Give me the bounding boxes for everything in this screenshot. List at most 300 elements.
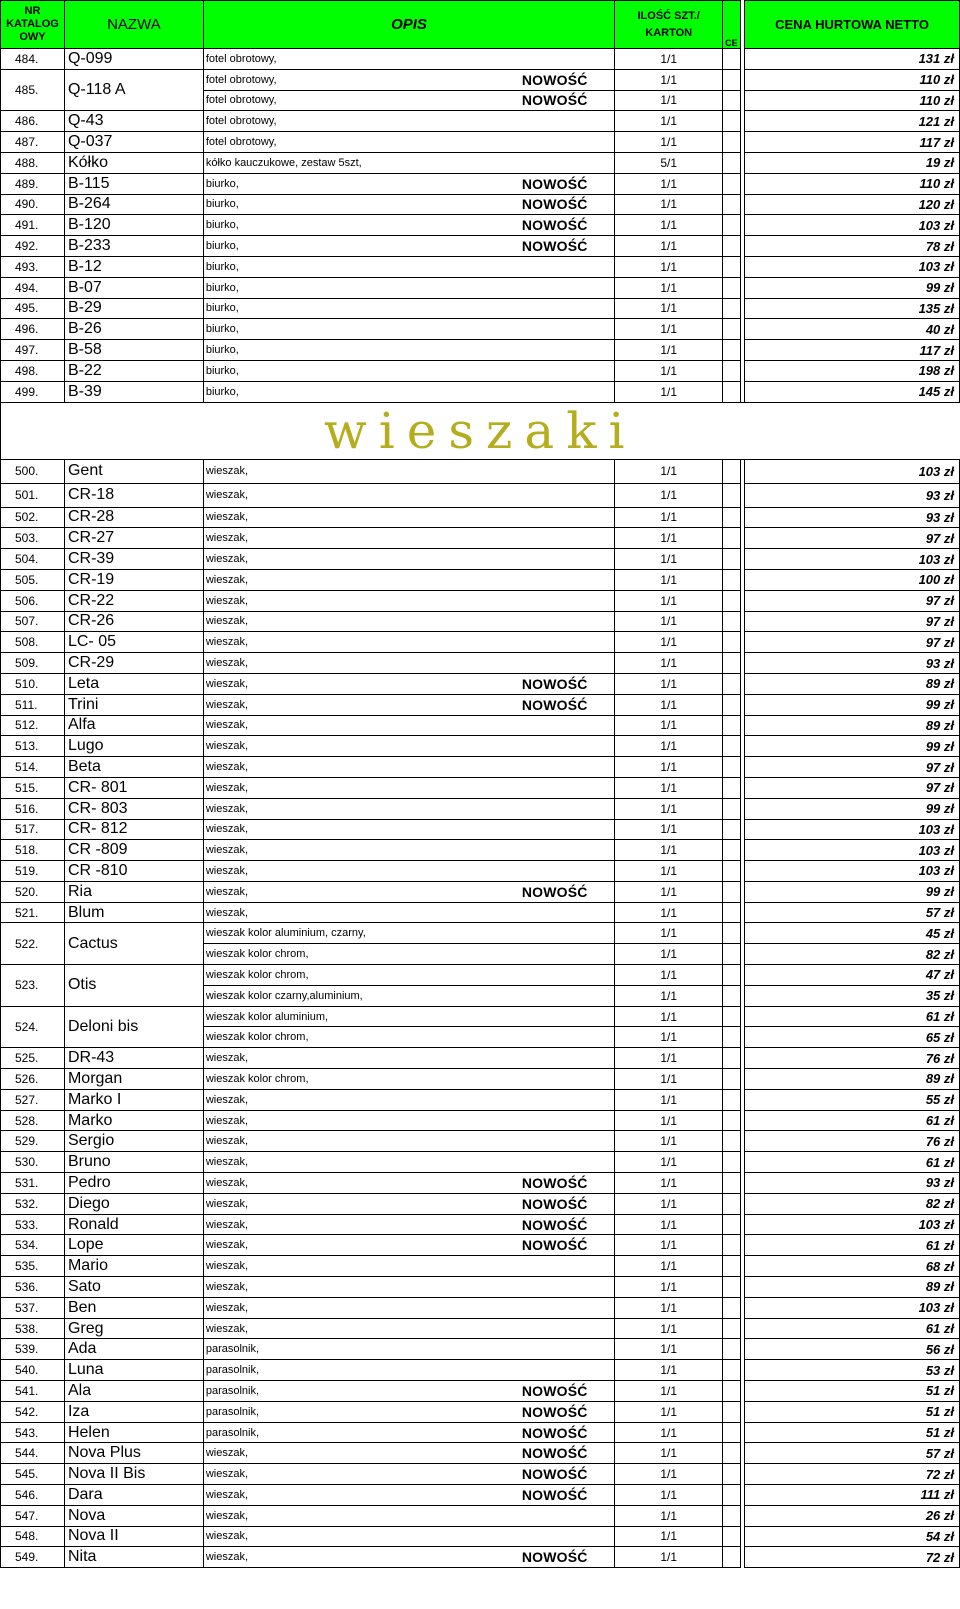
catalog-number: 494. [1, 277, 65, 298]
catalog-number: 510. [1, 673, 65, 694]
catalog-number: 542. [1, 1401, 65, 1422]
product-name: CR-19 [64, 569, 203, 590]
catalog-number: 512. [1, 715, 65, 736]
wholesale-price: 103 zł [745, 819, 960, 840]
description-text: wieszak, [205, 1052, 249, 1065]
units-per-carton: 1/1 [615, 1381, 723, 1402]
description-text: wieszak, [205, 657, 249, 670]
units-per-carton: 1/1 [615, 902, 723, 923]
product-description [203, 549, 614, 570]
table-row [1, 923, 960, 944]
product-name: Mario [64, 1256, 203, 1277]
wholesale-price: 97 zł [745, 777, 960, 798]
product-name: Nova II [64, 1526, 203, 1547]
ce-mark [723, 1235, 741, 1256]
ce-mark [723, 611, 741, 632]
table-row [1, 569, 960, 590]
catalog-number: 503. [1, 528, 65, 549]
table-row [1, 360, 960, 381]
catalog-number: 519. [1, 861, 65, 882]
product-name: Lope [64, 1235, 203, 1256]
ce-mark [723, 236, 741, 257]
table-row [1, 1526, 960, 1547]
wholesale-price: 110 zł [745, 173, 960, 194]
description-text: wieszak, [205, 1135, 249, 1148]
catalog-number: 543. [1, 1422, 65, 1443]
product-name: CR- 803 [64, 798, 203, 819]
ce-mark [723, 673, 741, 694]
units-per-carton: 5/1 [615, 152, 723, 173]
table-row [1, 611, 960, 632]
wholesale-price: 89 zł [745, 673, 960, 694]
wholesale-price: 55 zł [745, 1089, 960, 1110]
catalog-number: 493. [1, 256, 65, 277]
product-name: CR- 812 [64, 819, 203, 840]
wholesale-price: 145 zł [745, 381, 960, 402]
ce-mark [723, 1089, 741, 1110]
table-row [1, 152, 960, 173]
wholesale-price: 97 zł [745, 632, 960, 653]
product-name: Deloni bis [64, 1006, 203, 1048]
units-per-carton: 1/1 [615, 1360, 723, 1381]
wholesale-price: 99 zł [745, 694, 960, 715]
catalog-number: 498. [1, 360, 65, 381]
product-description [203, 152, 614, 173]
wholesale-price: 99 zł [745, 798, 960, 819]
ce-mark [723, 1360, 741, 1381]
product-description [203, 381, 614, 402]
ce-mark [723, 632, 741, 653]
catalog-number: 545. [1, 1464, 65, 1485]
product-name: Ronald [64, 1214, 203, 1235]
description-text: biurko, [205, 323, 239, 336]
wholesale-price: 72 zł [745, 1464, 960, 1485]
table-row [1, 111, 960, 132]
units-per-carton: 1/1 [615, 1027, 723, 1048]
catalog-number: 533. [1, 1214, 65, 1235]
ce-mark [723, 944, 741, 965]
description-text: biurko, [205, 344, 239, 357]
product-description [203, 1069, 614, 1090]
units-per-carton: 1/1 [615, 1152, 723, 1173]
new-badge: NOWOŚĆ [521, 92, 588, 109]
table-row [1, 1235, 960, 1256]
units-per-carton: 1/1 [615, 757, 723, 778]
ce-mark [723, 1027, 741, 1048]
catalog-number: 501. [1, 483, 65, 507]
product-name: B-115 [64, 173, 203, 194]
catalog-number: 540. [1, 1360, 65, 1381]
wholesale-price: 40 zł [745, 319, 960, 340]
product-description [203, 632, 614, 653]
units-per-carton: 1/1 [615, 111, 723, 132]
table-row [1, 1256, 960, 1277]
product-name: CR-27 [64, 528, 203, 549]
units-per-carton: 1/1 [615, 1256, 723, 1277]
description-text: wieszak, [205, 532, 249, 545]
description-text: wieszak, [205, 802, 249, 815]
wholesale-price: 53 zł [745, 1360, 960, 1381]
new-badge: NOWOŚĆ [521, 1195, 588, 1212]
product-description [203, 1006, 614, 1027]
description-text: wieszak kolor czarny,aluminium, [205, 989, 363, 1002]
product-name: CR-39 [64, 549, 203, 570]
catalog-number: 506. [1, 590, 65, 611]
product-description [203, 590, 614, 611]
catalog-number: 522. [1, 923, 65, 965]
table-row [1, 298, 960, 319]
table-row [1, 340, 960, 361]
product-description [203, 861, 614, 882]
description-text: wieszak kolor chrom, [205, 1072, 309, 1085]
product-description [203, 132, 614, 153]
table-row [1, 694, 960, 715]
product-description [203, 611, 614, 632]
catalog-number: 509. [1, 653, 65, 674]
catalog-number: 541. [1, 1381, 65, 1402]
wholesale-price: 103 zł [745, 861, 960, 882]
wholesale-price: 110 zł [745, 69, 960, 90]
product-description [203, 1360, 614, 1381]
new-badge: NOWOŚĆ [521, 1445, 588, 1462]
units-per-carton: 1/1 [615, 319, 723, 340]
wholesale-price: 61 zł [745, 1110, 960, 1131]
catalog-number: 511. [1, 694, 65, 715]
units-per-carton: 1/1 [615, 49, 723, 70]
table-row [1, 1048, 960, 1069]
product-name: Nova II Bis [64, 1464, 203, 1485]
description-text: parasolnik, [205, 1426, 260, 1439]
table-row [1, 1193, 960, 1214]
units-per-carton: 1/1 [615, 985, 723, 1006]
product-description [203, 1297, 614, 1318]
product-name: Leta [64, 673, 203, 694]
new-badge: NOWOŚĆ [521, 196, 588, 213]
description-text: wieszak kolor chrom, [205, 1031, 309, 1044]
product-name: Gent [64, 459, 203, 483]
description-text: wieszak, [205, 864, 249, 877]
catalog-number: 531. [1, 1173, 65, 1194]
ce-mark [723, 1381, 741, 1402]
units-per-carton: 1/1 [615, 483, 723, 507]
table-row [1, 1547, 960, 1568]
product-name: Sergio [64, 1131, 203, 1152]
description-text: wieszak, [205, 1551, 249, 1564]
ce-mark [723, 1152, 741, 1173]
product-description [203, 194, 614, 215]
units-per-carton: 1/1 [615, 90, 723, 111]
product-description [203, 1110, 614, 1131]
product-description [203, 1505, 614, 1526]
wholesale-price: 103 zł [745, 1214, 960, 1235]
ce-mark [723, 1131, 741, 1152]
new-badge: NOWOŚĆ [521, 675, 588, 692]
catalog-number: 544. [1, 1443, 65, 1464]
product-description [203, 569, 614, 590]
wholesale-price: 56 zł [745, 1339, 960, 1360]
new-badge: NOWOŚĆ [521, 883, 588, 900]
new-badge: NOWOŚĆ [521, 1424, 588, 1441]
product-description [203, 673, 614, 694]
wholesale-price: 103 zł [745, 215, 960, 236]
units-per-carton: 1/1 [615, 507, 723, 528]
product-description [203, 944, 614, 965]
units-per-carton: 1/1 [615, 528, 723, 549]
ce-mark [723, 173, 741, 194]
product-description [203, 1422, 614, 1443]
ce-mark [723, 902, 741, 923]
units-per-carton: 1/1 [615, 459, 723, 483]
product-description [203, 298, 614, 319]
ce-mark [723, 881, 741, 902]
description-text: biurko, [205, 219, 239, 232]
product-name: Ben [64, 1297, 203, 1318]
units-per-carton: 1/1 [615, 236, 723, 257]
wholesale-price: 57 zł [745, 1443, 960, 1464]
ce-mark [723, 715, 741, 736]
units-per-carton: 1/1 [615, 736, 723, 757]
ce-mark [723, 1069, 741, 1090]
ce-mark [723, 777, 741, 798]
description-text: kółko kauczukowe, zestaw 5szt, [205, 156, 362, 169]
product-name: Iza [64, 1401, 203, 1422]
wholesale-price: 103 zł [745, 1297, 960, 1318]
product-description [203, 840, 614, 861]
wholesale-price: 97 zł [745, 528, 960, 549]
ce-mark [723, 90, 741, 111]
ce-mark [723, 694, 741, 715]
product-name: CR-22 [64, 590, 203, 611]
ce-mark [723, 194, 741, 215]
description-text: biurko, [205, 260, 239, 273]
wholesale-price: 61 zł [745, 1235, 960, 1256]
product-name: Nova [64, 1505, 203, 1526]
description-text: wieszak, [205, 781, 249, 794]
wholesale-price: 26 zł [745, 1505, 960, 1526]
product-description [203, 1235, 614, 1256]
table-row [1, 798, 960, 819]
table-row [1, 590, 960, 611]
wholesale-price: 51 zł [745, 1401, 960, 1422]
catalog-number: 529. [1, 1131, 65, 1152]
catalog-number: 518. [1, 840, 65, 861]
catalog-number: 492. [1, 236, 65, 257]
table-row [1, 215, 960, 236]
product-description [203, 881, 614, 902]
units-per-carton: 1/1 [615, 1401, 723, 1422]
ce-mark [723, 319, 741, 340]
description-text: wieszak kolor aluminium, [205, 1010, 329, 1023]
wholesale-price: 198 zł [745, 360, 960, 381]
wholesale-price: 93 zł [745, 653, 960, 674]
wholesale-price: 89 zł [745, 1277, 960, 1298]
product-name: Q-099 [64, 49, 203, 70]
catalog-number: 496. [1, 319, 65, 340]
ce-mark [723, 1048, 741, 1069]
header-ilosc-line2: KARTON [645, 26, 693, 39]
table-row [1, 965, 960, 986]
units-per-carton: 1/1 [615, 944, 723, 965]
wholesale-price: 103 zł [745, 549, 960, 570]
ce-mark [723, 653, 741, 674]
product-name: B-22 [64, 360, 203, 381]
table-row [1, 819, 960, 840]
product-description [203, 459, 614, 483]
product-description [203, 1131, 614, 1152]
ce-mark [723, 1443, 741, 1464]
wholesale-price: 76 zł [745, 1048, 960, 1069]
product-name: Cactus [64, 923, 203, 965]
description-text: parasolnik, [205, 1364, 260, 1377]
description-text: wieszak, [205, 636, 249, 649]
wholesale-price: 68 zł [745, 1256, 960, 1277]
product-description [203, 798, 614, 819]
product-description [203, 215, 614, 236]
units-per-carton: 1/1 [615, 569, 723, 590]
table-row [1, 1443, 960, 1464]
product-name: Q-43 [64, 111, 203, 132]
header-cena: CENA HURTOWA NETTO [745, 1, 960, 49]
description-text: wieszak, [205, 1239, 249, 1252]
header-ilosc-line1: ILOŚĆ SZT./ [637, 9, 700, 22]
header-nr [1, 1, 65, 49]
ce-mark [723, 340, 741, 361]
units-per-carton: 1/1 [615, 965, 723, 986]
table-row [1, 173, 960, 194]
table-row [1, 483, 960, 507]
table-row [1, 902, 960, 923]
description-text: biurko, [205, 364, 239, 377]
product-name: Luna [64, 1360, 203, 1381]
units-per-carton: 1/1 [615, 1214, 723, 1235]
table-row [1, 277, 960, 298]
ce-mark [723, 256, 741, 277]
header-row [1, 1, 960, 49]
description-text: wieszak, [205, 885, 249, 898]
ce-mark [723, 1485, 741, 1506]
ce-mark [723, 507, 741, 528]
product-description [203, 111, 614, 132]
units-per-carton: 1/1 [615, 69, 723, 90]
catalog-number: 549. [1, 1547, 65, 1568]
units-per-carton: 1/1 [615, 194, 723, 215]
product-description [203, 340, 614, 361]
table-row [1, 549, 960, 570]
wholesale-price: 99 zł [745, 881, 960, 902]
catalog-number: 502. [1, 507, 65, 528]
catalog-number: 539. [1, 1339, 65, 1360]
product-description [203, 1401, 614, 1422]
catalog-number: 527. [1, 1089, 65, 1110]
table-row [1, 236, 960, 257]
description-text: biurko, [205, 385, 239, 398]
wholesale-price: 97 zł [745, 757, 960, 778]
table-row [1, 69, 960, 90]
ce-mark [723, 840, 741, 861]
table-row [1, 1069, 960, 1090]
product-name: B-58 [64, 340, 203, 361]
product-description [203, 1214, 614, 1235]
wholesale-price: 47 zł [745, 965, 960, 986]
wholesale-price: 78 zł [745, 236, 960, 257]
product-name: Bruno [64, 1152, 203, 1173]
catalog-number: 514. [1, 757, 65, 778]
wholesale-price: 135 zł [745, 298, 960, 319]
units-per-carton: 1/1 [615, 132, 723, 153]
product-name: Q-037 [64, 132, 203, 153]
units-per-carton: 1/1 [615, 819, 723, 840]
header-nazwa: NAZWA [64, 1, 203, 49]
units-per-carton: 1/1 [615, 360, 723, 381]
catalog-number: 487. [1, 132, 65, 153]
ce-mark [723, 1256, 741, 1277]
units-per-carton: 1/1 [615, 1006, 723, 1027]
product-description [203, 1277, 614, 1298]
product-name: B-264 [64, 194, 203, 215]
wholesale-price: 45 zł [745, 923, 960, 944]
table-row [1, 49, 960, 70]
product-name: Kółko [64, 152, 203, 173]
description-text: wieszak, [205, 1488, 249, 1501]
ce-mark [723, 132, 741, 153]
ce-mark [723, 1401, 741, 1422]
product-description [203, 985, 614, 1006]
wholesale-price: 65 zł [745, 1027, 960, 1048]
product-description [203, 1152, 614, 1173]
units-per-carton: 1/1 [615, 777, 723, 798]
table-row [1, 673, 960, 694]
new-badge: NOWOŚĆ [521, 71, 588, 88]
description-text: wieszak, [205, 761, 249, 773]
wholesale-price: 93 zł [745, 507, 960, 528]
wholesale-price: 89 zł [745, 1069, 960, 1090]
units-per-carton: 1/1 [615, 840, 723, 861]
product-name: Sato [64, 1277, 203, 1298]
description-text: wieszak, [205, 489, 249, 502]
product-name: CR-28 [64, 507, 203, 528]
description-text: wieszak, [205, 719, 249, 732]
product-description [203, 528, 614, 549]
table-row [1, 1006, 960, 1027]
product-description [203, 1485, 614, 1506]
units-per-carton: 1/1 [615, 1048, 723, 1069]
wholesale-price: 61 zł [745, 1006, 960, 1027]
catalog-number: 495. [1, 298, 65, 319]
units-per-carton: 1/1 [615, 256, 723, 277]
product-description [203, 902, 614, 923]
units-per-carton: 1/1 [615, 298, 723, 319]
header-opis: OPIS [203, 1, 614, 49]
description-text: parasolnik, [205, 1343, 260, 1356]
product-name: Trini [64, 694, 203, 715]
wholesale-price: 100 zł [745, 569, 960, 590]
table-row [1, 1214, 960, 1235]
product-description [203, 1381, 614, 1402]
description-text: biurko, [205, 281, 239, 294]
product-description [203, 923, 614, 944]
section-banner-row [1, 402, 960, 459]
units-per-carton: 1/1 [615, 881, 723, 902]
new-badge: NOWOŚĆ [521, 238, 588, 255]
units-per-carton: 1/1 [615, 861, 723, 882]
product-name: Beta [64, 757, 203, 778]
units-per-carton: 1/1 [615, 715, 723, 736]
wholesale-price: 54 zł [745, 1526, 960, 1547]
units-per-carton: 1/1 [615, 1422, 723, 1443]
wholesale-price: 117 zł [745, 340, 960, 361]
product-name: CR-26 [64, 611, 203, 632]
catalog-number: 528. [1, 1110, 65, 1131]
